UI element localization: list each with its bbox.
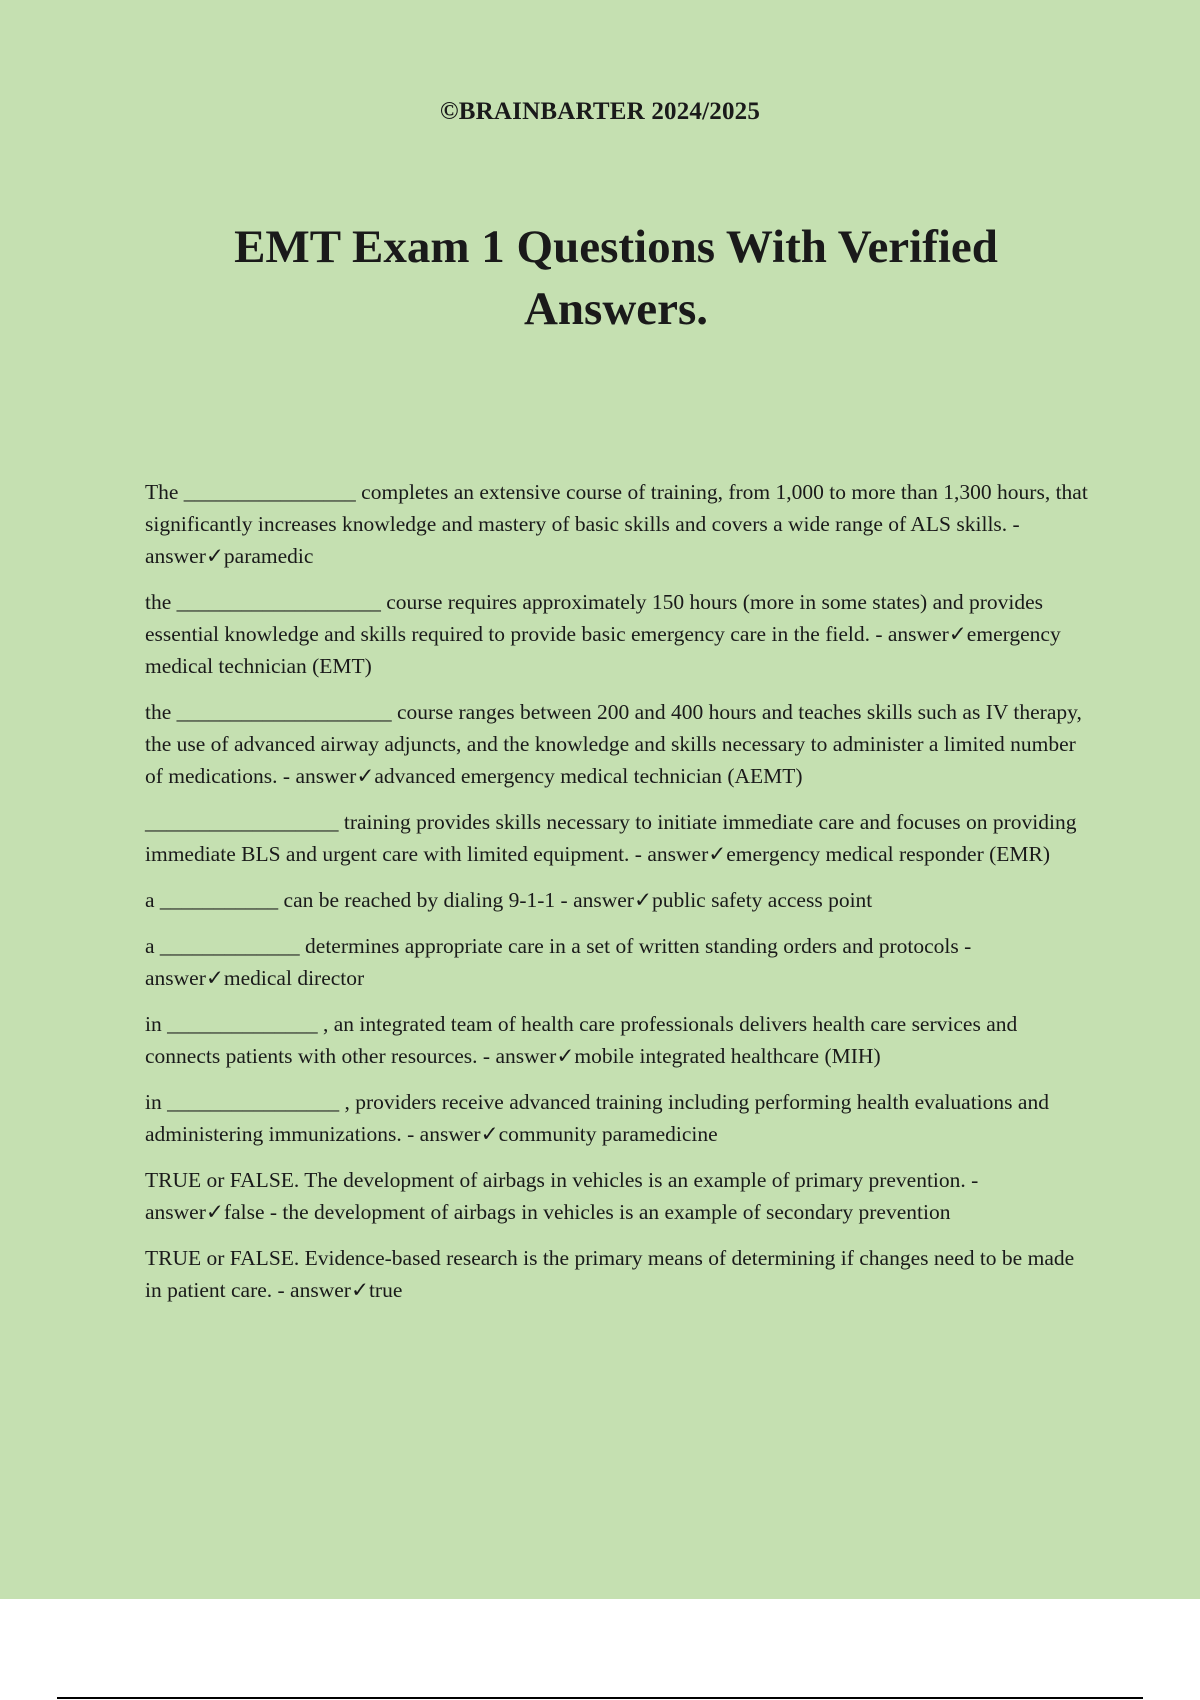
qa-item-6: a _____________ determines appropriate care in a set of written standing orders and protocols - answer✓medical director <box>145 934 972 990</box>
qa-item-4: __________________ training provides skills necessary to initiate immediate care and focuses on providing immediate BLS and urgent care with limited equipment. - answer✓emergency medical responder (EMR) <box>145 810 1077 866</box>
qa-item-2: the ___________________ course requires approximately 150 hours (more in some states) and provides essential knowledge and skills required to provide basic emergency care in the field. - answer✓emergency medical technician (EMT) <box>145 590 1061 678</box>
qa-item-3: the ____________________ course ranges between 200 and 400 hours and teaches skills such as IV therapy, the use of advanced airway adjuncts, and the knowledge and skills necessary to administer a limited number of medications. - answer✓advanced emergency medical technician (AEMT) <box>145 700 1082 788</box>
qa-item-5: a ___________ can be reached by dialing 9-1-1 - answer✓public safety access point <box>145 888 873 912</box>
question-answer-list <box>145 476 1090 1320</box>
qa-item-7: in ______________ , an integrated team of health care professionals delivers health care services and connects patients with other resources. - answer✓mobile integrated healthcare (MIH) <box>145 1012 1018 1068</box>
qa-item-8: in ________________ , providers receive advanced training including performing health evaluations and administering immunizations. - answer✓community paramedicine <box>145 1090 1049 1146</box>
qa-item-1: The ________________ completes an extensive course of training, from 1,000 to more than 1,300 hours, that significantly increases knowledge and mastery of basic skills and covers a wide range of ALS skills. - answer✓paramedic <box>145 480 1088 568</box>
document-title: EMT Exam 1 Questions With Verified Answers. <box>234 221 998 335</box>
qa-item-10: TRUE or FALSE. Evidence-based research is the primary means of determining if changes need to be made in patient care. - answer✓true <box>145 1246 1075 1302</box>
footer-divider <box>57 1697 1143 1699</box>
copyright-header: ©BRAINBARTER 2024/2025 <box>439 98 761 125</box>
qa-item-9: TRUE or FALSE. The development of airbags in vehicles is an example of primary prevention. - answer✓false - the development of airbags in vehicles is an example of secondary prevention <box>145 1168 979 1224</box>
